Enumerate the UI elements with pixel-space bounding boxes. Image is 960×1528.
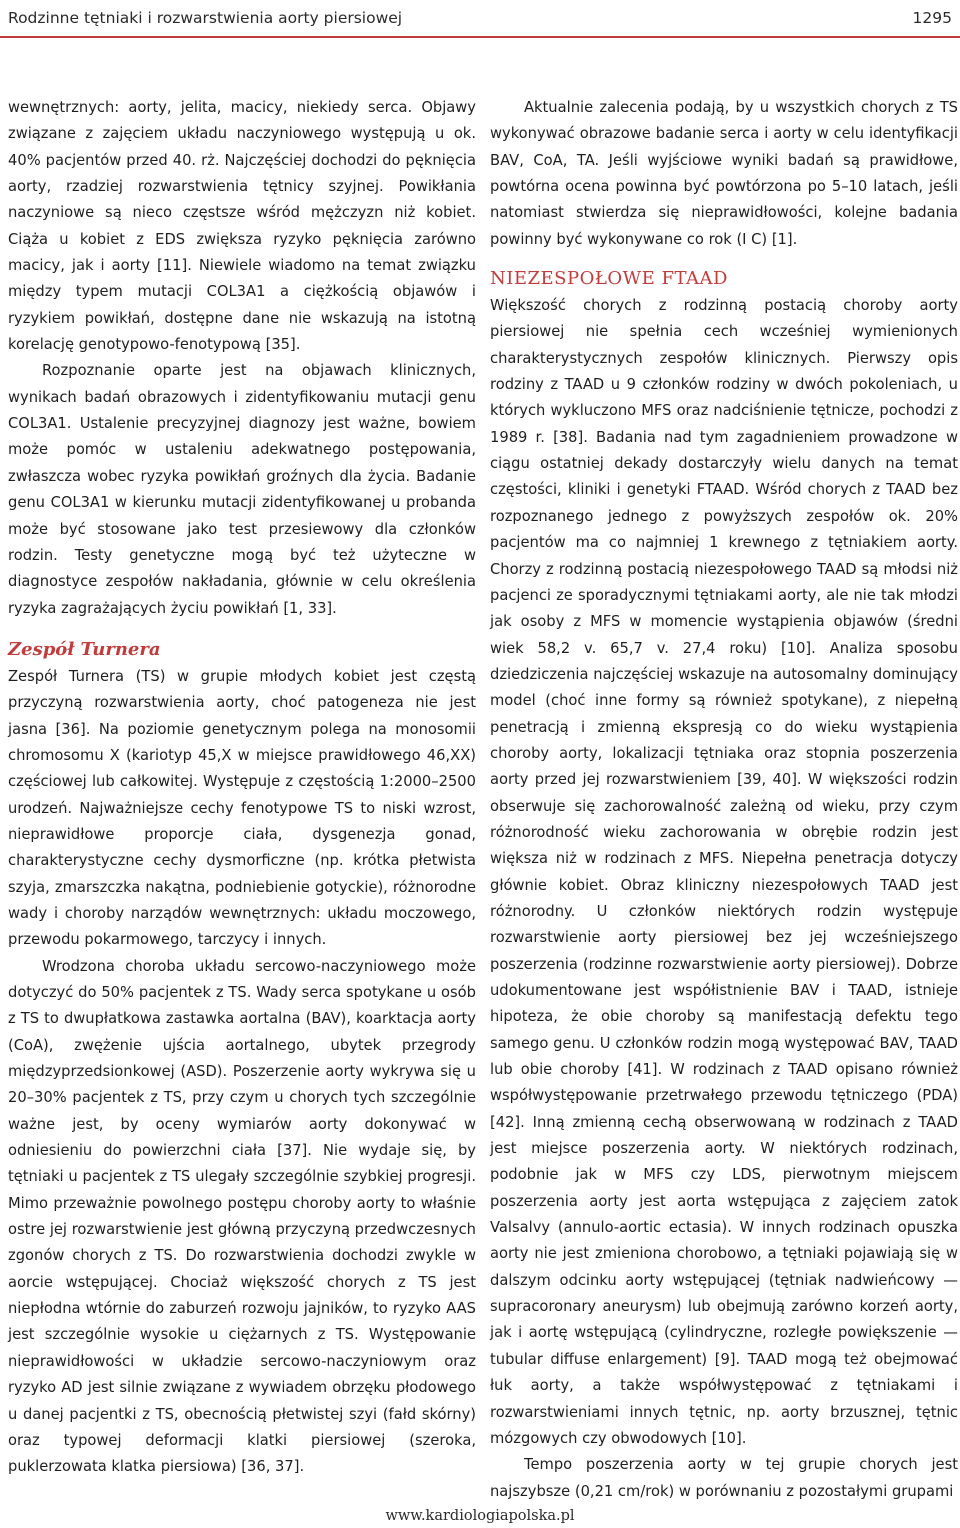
left-column	[8, 95, 476, 1481]
paragraph-ftaad-progression: Tempo poszerzenia aorty w tej grupie chorych jest najszybsze (0,21 cm/rok) w porównaniu z pozostałymi grupami	[490, 1456, 958, 1500]
paragraph-turner-cardiovascular: Wrodzona choroba układu sercowo-naczyniowego może dotyczyć do 50% pacjentek z TS. Wady serca spotykane u osób z TS to dwupłatkowa zastawka aortalna (BAV), koarktacja aorty (CoA), zwężenie ujścia aortalnego, ubytek przegrody międzyprzedsionkowej (ASD). Poszerzenie aorty wykrywa się u 20–30% pacjentek z TS, przy czym u chorych tych szczególnie ważne jest, by oceny wymiarów aorty dokonywać w odniesieniu do powierzchni ciała [37]. Nie wydaje się, by tętniaki u pacjentek z TS ulegały szczególnie szybkiej progresji. Mimo przeważnie powolnego postępu choroby aorty to właśnie ostre jej rozwarstwienie jest główną przyczyną przedwczesnych zgonów chorych z TS. Do rozwarstwienia dochodzi zwykle w aorcie wstępującej. Chociaż większość chorych z TS jest niepłodna wtórnie do zaburzeń rozwoju jajników, to ryzyko AAS jest szczególnie wysokie u ciężarnych z TS. Występowanie nieprawidłowości w układzie sercowo-naczyniowym oraz ryzyko AD jest silnie związane z wywiadem obrzęku płodowego u danej pacjentki z TS, obecnością płetwistej szyi (fałd skórny) oraz typowej deformacji klatki piersiowej (szeroka, puklerzowata klatka piersiowa) [36, 37].	[8, 957, 476, 1476]
section-heading-ftaad: NIEZESPOŁOWE FTAAD	[490, 268, 728, 290]
paragraph-ftaad-description: Większość chorych z rodzinną postacią choroby aorty piersiowej nie spełnia cech wcześniej wymienionych charakterystycznych zespołów klinicznych. Pierwszy opis rodziny z TAAD u 9 członków rodziny w dwóch pokoleniach, u których wykluczono MFS oraz nadciśnienie tętnicze, pochodzi z 1989 r. [38]. Badania nad tym zagadnieniem prowadzone w ciągu ostatniej dekady dostarczyły wielu danych na temat częstości, kliniki i genetyki FTAAD. Wśród chorych z TAAD bez rozpoznanego jednego z powyższych zespołów ok. 20% pacjentów ma co najmniej 1 krewnego z tętniakiem aorty. Chorzy z rodzinną postacią niezespołowego TAAD są młodsi niż pacjenci ze sporadycznymi tętniakami aorty, ale nie tak młodzi jak osoby z MFS w momencie wystąpienia objawów (średni wiek 58,2 v. 65,7 v. 27,4 roku) [10]. Analiza sposobu dziedziczenia najczęściej wskazuje na autosomalny dominujący model (choć inne formy są również spotykane), z niepełną penetracją i zmienną ekspresją co do wieku wystąpienia choroby aorty, lokalizacji tętniaka oraz stopnia poszerzenia aorty przed jej rozwarstwieniem [39, 40]. W większości rodzin obserwuje się zachorowalność zależną od wieku, przy czym różnorodność wieku zachorowania w obrębie rodzin jest większa niż w rodzinach z MFS. Niepełna penetracja dotyczy głównie kobiet. Obraz kliniczny niezespołowych TAAD jest różnorodny. U członków niektórych rodzin występuje rozwarstwienie aorty piersiowej bez jej wcześniejszego poszerzenia (rodzinne rozwarstwienie aorty piersiowej). Dobrze udokumentowane jest współistnienie BAV i TAAD, istnieje hipoteza, że obie choroby są manifestacją defektu tego samego genu. U członków rodzin mogą występować BAV, TAAD lub obie choroby [41]. W rodzinach z TAAD opisano również współwystępowanie przetrwałego przewodu tętniczego (PDA) [42]. Inną zmienną cechą obserwowaną w rodzinach z TAAD jest miejsce poszerzenia aorty. W niektórych rodzinach, podobnie jak w MFS czy LDS, pierwotnym miejscem poszerzenia aorty jest aorta wstępująca z zajęciem zatok Valsalvy (annulo-aortic ectasia). W innych rodzinach opuszka aorty nie jest zmieniona chorobowo, a tętniaki pojawiają się w dalszym odcinku aorty wstępującej (tętniak nadwieńcowy — supracoronary aneurysm) lub obejmują zarówno korzeń aorty, jak i aortę wstępującą (cylindryczne, rozległe powiększenie — tubular diffuse enlargement) [9]. TAAD mogą też obejmować łuk aorty, a także współwystępować z tętniakami i rozwarstwieniami innych tętnic, np. aorty brzusznej, tętnic mózgowych czy obwodowych [10].	[490, 297, 958, 1447]
section-heading-turner: Zespół Turnera	[8, 638, 161, 660]
paragraph-eds-diagnosis: Rozpoznanie oparte jest na objawach klinicznych, wynikach badań obrazowych i zidentyfikowaniu mutacji genu COL3A1. Ustalenie precyzyjnej diagnozy jest ważne, bowiem może pomóc w ustaleniu adekwatnego postępowania, zwłaszcza wobec ryzyka powikłań groźnych dla życia. Badanie genu COL3A1 w kierunku mutacji zidentyfikowanej u probanda może być stosowane jako test przesiewowy dla członków rodzin. Testy genetyczne mogą być też użyteczne w diagnostyce zespołów nakładania, głównie w celu określenia ryzyka zagrażających życiu powikłań [1, 33].	[8, 362, 476, 617]
right-column	[490, 95, 958, 1505]
paragraph-turner-intro: Zespół Turnera (TS) w grupie młodych kobiet jest częstą przyczyną rozwarstwienia aorty, choć patogeneza nie jest jasna [36]. Na poziomie genetycznym polega na monosomii chromosomu X (kariotyp 45,X w miejsce prawidłowego 46,XX) częściowej lub całkowitej. Występuje z częstością 1:2000–2500 urodzeń. Najważniejsze cechy fenotypowe TS to niski wzrost, nieprawidłowe proporcje ciała, dysgenezja gonad, charakterystyczne cechy dysmorficzne (np. krótka płetwista szyja, zmarszczka nakątna, podniebienie gotyckie), różnorodne wady i choroby narządów wewnętrznych: układu moczowego, przewodu pokarmowego, tarczycy i innych.	[8, 667, 476, 949]
page-number: 1295	[912, 9, 952, 27]
paragraph-turner-recommendations: Aktualnie zalecenia podają, by u wszystkich chorych z TS wykonywać obrazowe badanie serca i aorty w celu identyfikacji BAV, CoA, TA. Jeśli wyjściowe wyniki badań są prawidłowe, powtórna ocena powinna być powtórzona po 5–10 latach, jeśli natomiast stwierdza się nieprawidłowości, kolejne badania powinny być wykonywane co rok (I C) [1].	[490, 99, 958, 248]
paragraph-eds-continuation: wewnętrznych: aorty, jelita, macicy, niekiedy serca. Objawy związane z zajęciem układu naczyniowego występują u ok. 40% pacjentów przed 40. rż. Najczęściej dochodzi do pęknięcia aorty, rzadziej rozwarstwienia tętnicy szyjnej. Powikłania naczyniowe są nieco częstsze wśród mężczyzn niż kobiet. Ciąża u kobiet z EDS zwiększa ryzyko pęknięcia zarówno macicy, jak i aorty [11]. Niewiele wiadomo na temat związku między typem mutacji COL3A1 a ciężkością objawów i ryzykiem powikłań, dostępne dane nie wskazują na istotną korelację genotypowo-fenotypową [35].	[8, 99, 476, 354]
header-divider	[0, 36, 960, 38]
footer-url: www.kardiologiapolska.pl	[385, 1508, 575, 1524]
running-title: Rodzinne tętniaki i rozwarstwienia aorty piersiowej	[8, 9, 403, 27]
running-header	[0, 0, 960, 36]
